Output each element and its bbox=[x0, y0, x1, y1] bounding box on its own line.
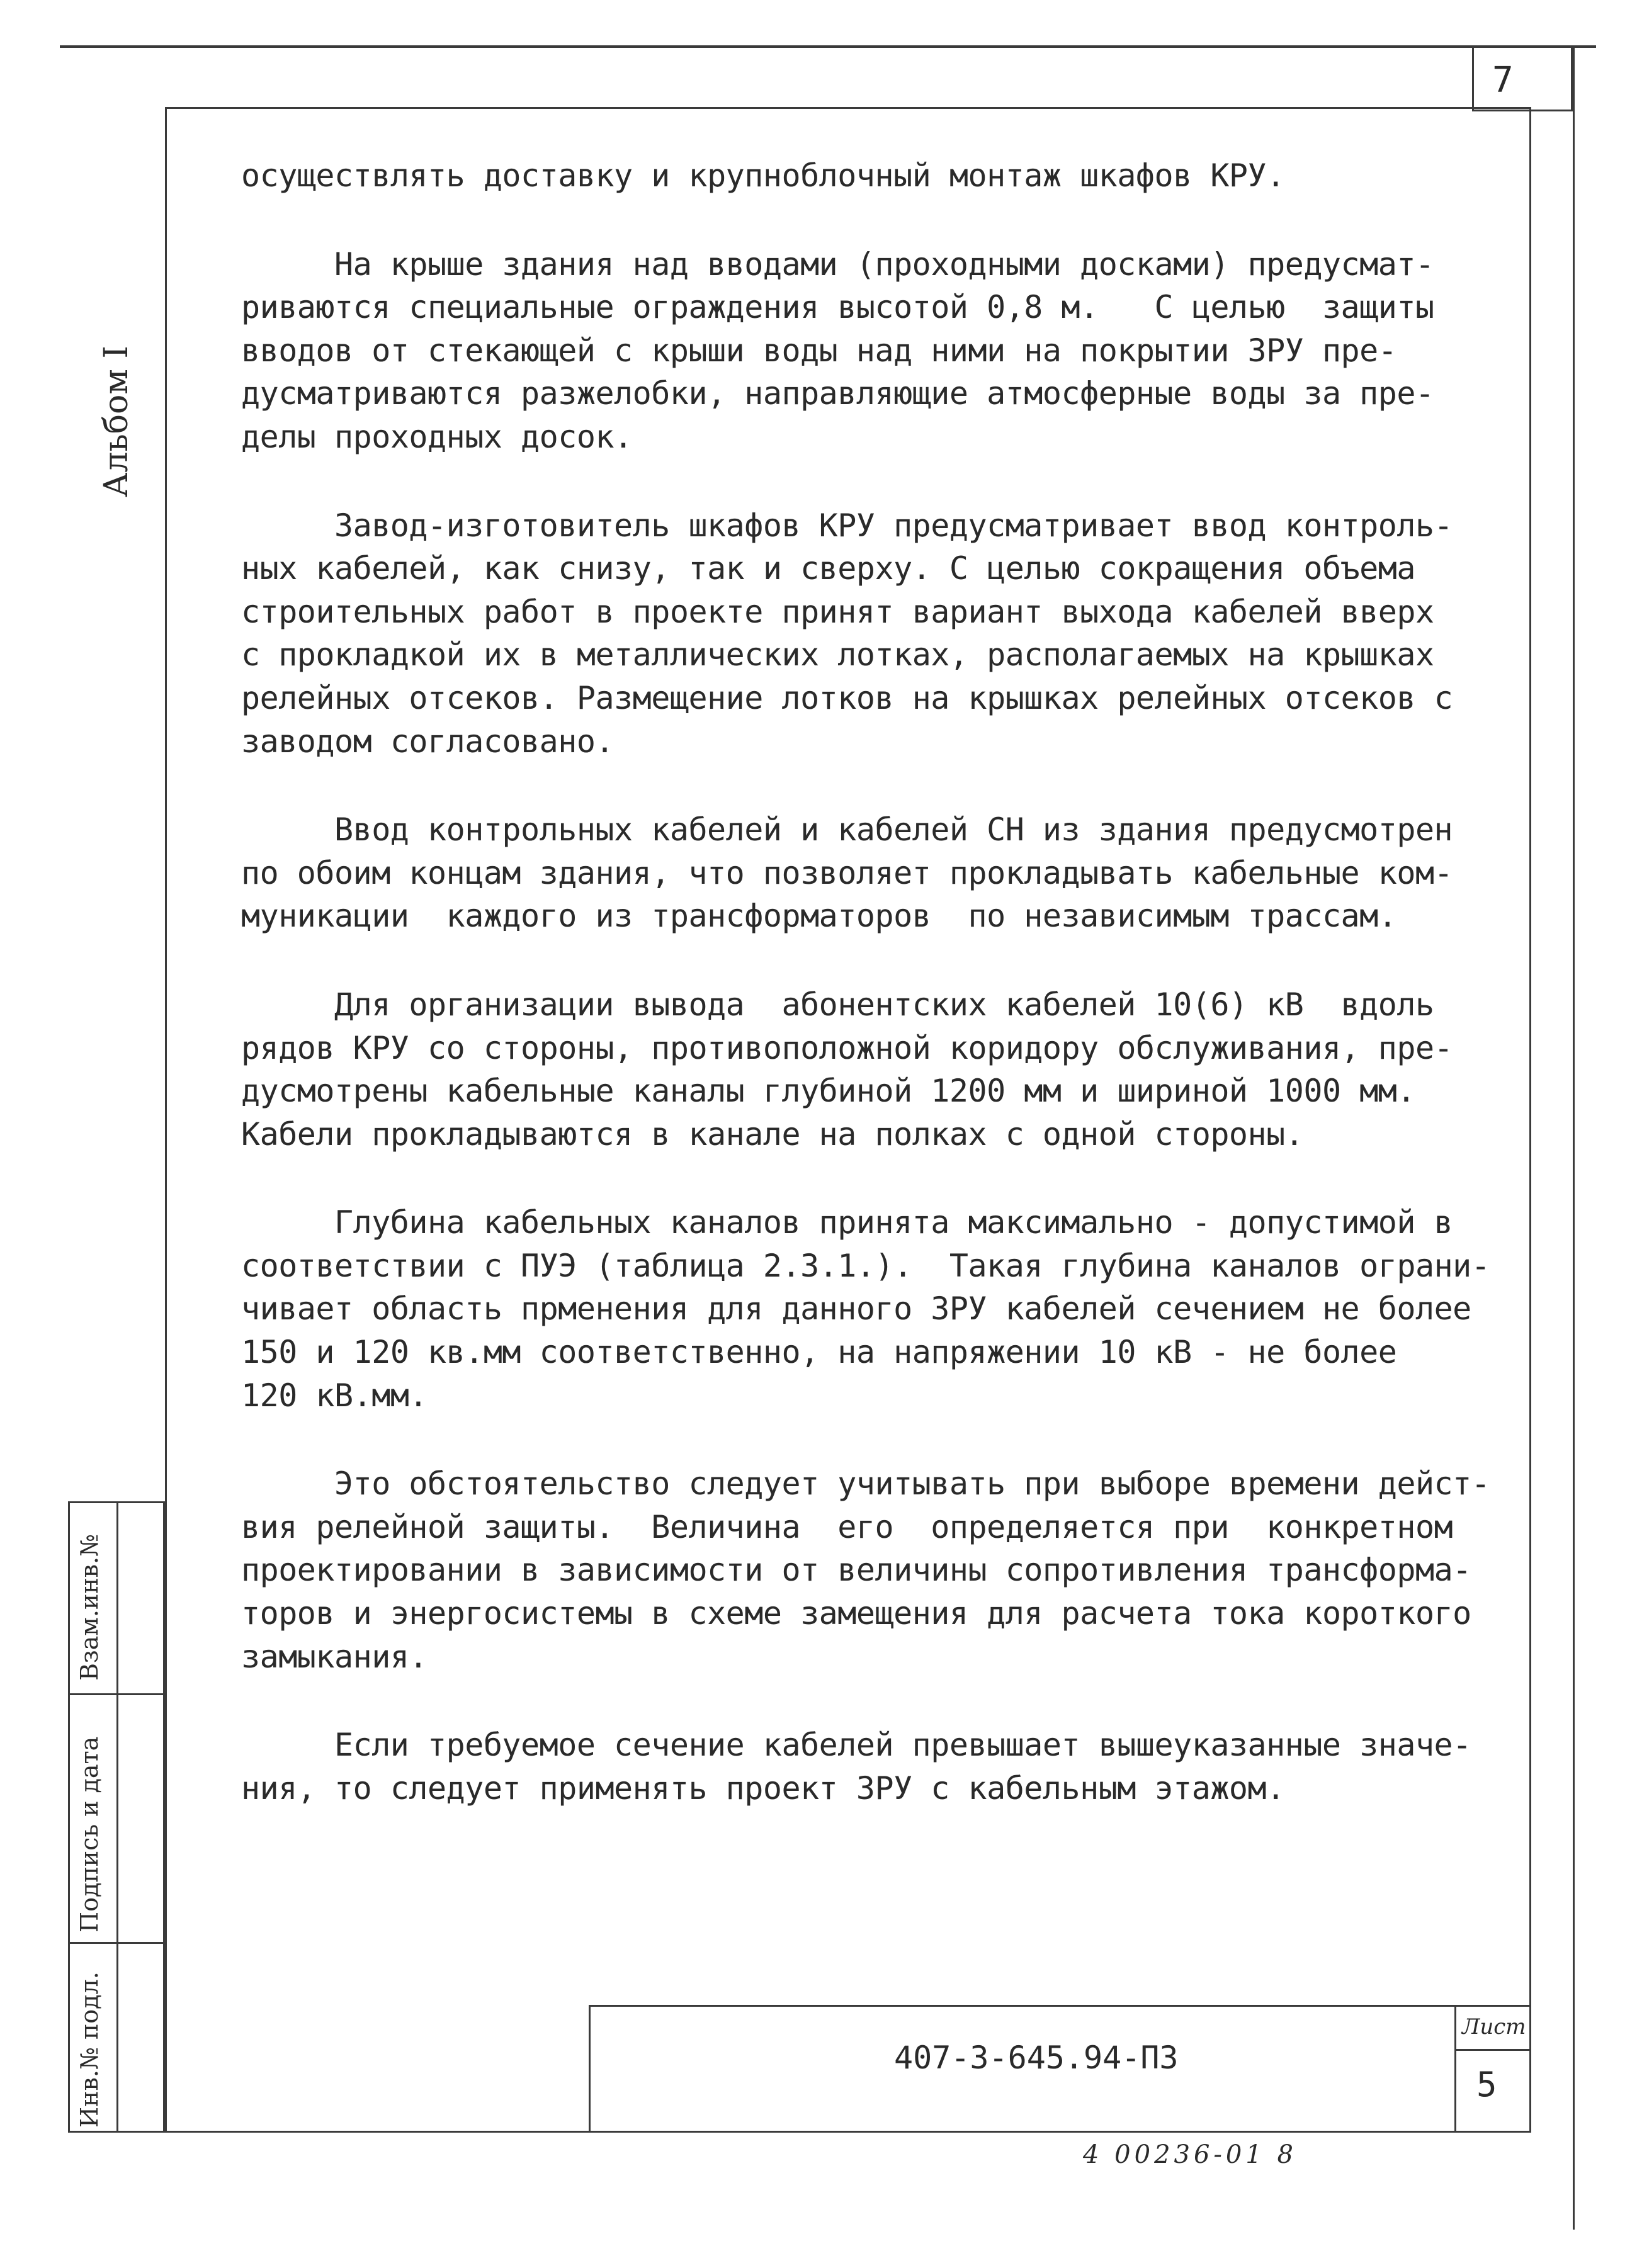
paragraph-4-text: Ввод контрольных кабелей и кабелей СН из здания предусмотрен по обоим концам здания, что позволяет прокладывать кабельные ком- муникации каждого из трансформаторов по независимым трассам. bbox=[241, 811, 1453, 935]
title-block-divider bbox=[1454, 2005, 1456, 2133]
paragraph-5 bbox=[241, 983, 1500, 1156]
paragraph-7-text: Это обстоятельство следует учитывать при выборе времени дейст- вия релейной защиты. Величина его определяется при конкретном проектировании в зависимости от величины сопротивления трансформа- торов и энергосистемы в схеме замещения для расчета тока короткого замыкания. bbox=[241, 1465, 1490, 1675]
paragraph-8 bbox=[241, 1724, 1500, 1810]
paragraph-2 bbox=[241, 243, 1500, 459]
page-number-top: 7 bbox=[1492, 60, 1514, 101]
paragraph-8-text: Если требуемое сечение кабелей превышает вышеуказанные значе- ния, то следует применять проект ЗРУ с кабельным этажом. bbox=[241, 1727, 1471, 1807]
album-label: Альбом I bbox=[98, 346, 135, 497]
paragraph-2-text: На крыше здания над вводами (проходными досками) предусмат- риваются специальные ограждения высотой 0,8 м. С целью защиты вводов от стекающей с крыши воды над ними на покрытии ЗРУ пре- дусматриваются разжелобки, направляющие атмосферные воды за пре- делы проходных досок. bbox=[241, 245, 1434, 455]
page-number-box bbox=[1472, 45, 1573, 111]
handwritten-archive-number: 4 00236-01 8 bbox=[1083, 2140, 1297, 2169]
title-block-sheet-hline bbox=[1454, 2049, 1531, 2051]
paragraph-4 bbox=[241, 808, 1500, 938]
side-strip-divider bbox=[116, 1501, 118, 2133]
paragraph-7 bbox=[241, 1462, 1500, 1678]
paragraph-1: осуществлять доставку и крупноблочный монтаж шкафов КРУ. bbox=[241, 157, 1285, 194]
doc-code: 407-3-645.94-ПЗ bbox=[894, 2040, 1179, 2076]
sheet-label: Лист bbox=[1462, 2014, 1526, 2040]
stamp-inv-podl: Инв.№ подл. bbox=[76, 1972, 103, 2128]
document-body bbox=[241, 154, 1500, 1810]
sheet-number: 5 bbox=[1476, 2065, 1497, 2104]
side-strip-hline-2 bbox=[68, 1942, 165, 1944]
side-strip-hline-1 bbox=[68, 1693, 165, 1695]
paragraph-3 bbox=[241, 504, 1500, 764]
stamp-podpis-data: Подпись и дата bbox=[76, 1736, 103, 1932]
paragraph-3-text: Завод-изготовитель шкафов КРУ предусматривает ввод контроль- ных кабелей, как снизу, так и сверху. С целью сокращения объема строительных работ в проекте принят вариант выхода кабелей вверх с прокладкой их в металлических лотках, располагаемых на крышках релейных отсеков. Размещение лотков на крышках релейных отсеков с заводом согласовано. bbox=[241, 507, 1453, 760]
paragraph-6-text: Глубина кабельных каналов принята максимально - допустимой в соответствии с ПУЭ (таблица 2.3.1.). Такая глубина каналов ограни- чивает область прменения для данного ЗРУ кабелей сечением не более 150 и 120 кв.мм соответственно, на напряжении 10 кВ - не более 120 кВ.мм. bbox=[241, 1204, 1490, 1414]
top-rule bbox=[60, 45, 1596, 48]
paragraph-6 bbox=[241, 1201, 1500, 1417]
stamp-vzam-inv: Взам.инв.№ bbox=[76, 1533, 103, 1681]
right-outer-rule bbox=[1573, 45, 1575, 2230]
paragraph-5-text: Для организации вывода абонентских кабелей 10(6) кВ вдоль рядов КРУ со стороны, противоположной коридору обслуживания, пре- дусмотрены кабельные каналы глубиной 1200 мм и шириной 1000 мм. Кабели прокладываются в канале на полках с одной стороны. bbox=[241, 986, 1453, 1153]
